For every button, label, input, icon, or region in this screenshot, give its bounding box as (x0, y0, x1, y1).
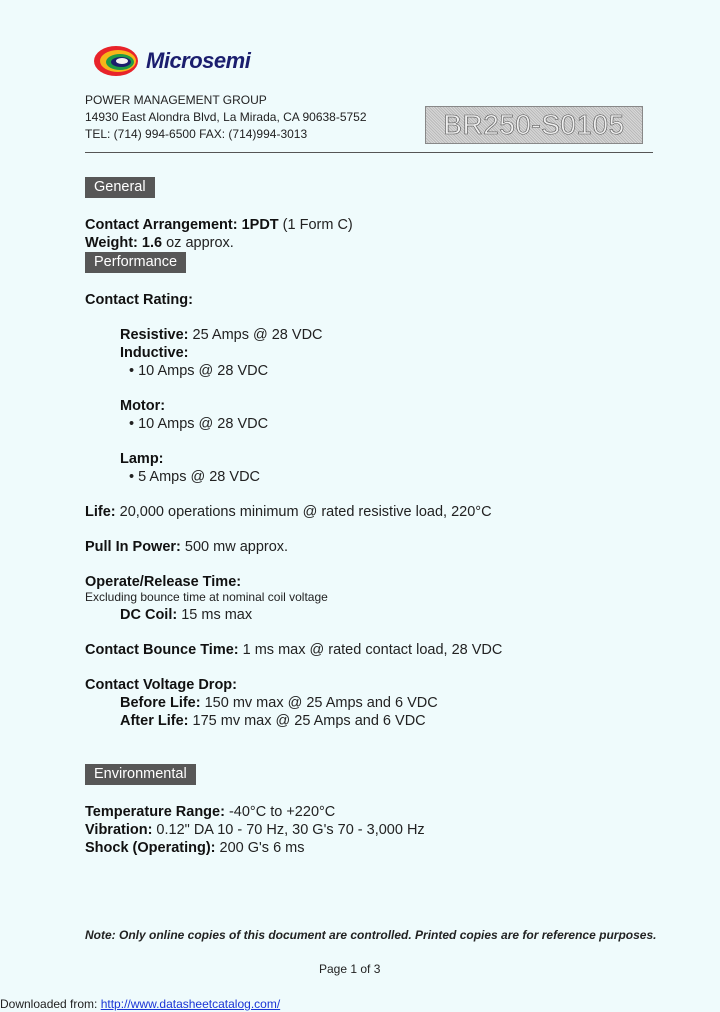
lamp-label: Lamp: (120, 451, 164, 467)
contact-voltage-drop-label: Contact Voltage Drop: (85, 677, 237, 693)
control-note: Note: Only online copies of this document are controlled. Printed copies are for reference purposes. (85, 928, 657, 942)
header-divider (85, 152, 653, 153)
logo-swirl-icon (90, 40, 146, 80)
lamp-value: • 5 Amps @ 28 VDC (129, 469, 261, 485)
section-environmental: Environmental (85, 764, 196, 785)
life-spec: Life: 20,000 operations minimum @ rated resistive load, 220°C (85, 504, 492, 520)
operate-release-label: Operate/Release Time: (85, 574, 242, 590)
part-number-box (425, 106, 643, 144)
resistive-rating: Resistive: 25 Amps @ 28 VDC (120, 327, 323, 343)
page-number: Page 1 of 3 (319, 962, 381, 976)
company-street: 14930 East Alondra Blvd, La Mirada, CA 90638-5752 (85, 110, 367, 124)
microsemi-logo (90, 40, 262, 80)
after-life: After Life: 175 mv max @ 25 Amps and 6 VDC (120, 713, 426, 729)
dc-coil: DC Coil: 15 ms max (120, 607, 253, 623)
section-performance: Performance (85, 252, 186, 273)
vibration: Vibration: 0.12" DA 10 - 70 Hz, 30 G's 70 - 3,000 Hz (85, 822, 425, 838)
company-address (85, 92, 367, 143)
download-source: Downloaded from: http://www.datasheetcatalog.com/ (0, 997, 281, 1011)
part-number: BR250-S0105 (443, 109, 625, 140)
weight: Weight: 1.6 oz approx. (85, 235, 234, 251)
company-phone: TEL: (714) 994-6500 FAX: (714)994-3013 (85, 127, 308, 141)
download-link[interactable]: http://www.datasheetcatalog.com/ (100, 997, 281, 1011)
motor-value: • 10 Amps @ 28 VDC (129, 416, 269, 432)
before-life: Before Life: 150 mv max @ 25 Amps and 6 VDC (120, 695, 438, 711)
operate-release-note: Excluding bounce time at nominal coil voltage (85, 590, 328, 604)
inductive-value: • 10 Amps @ 28 VDC (129, 363, 269, 379)
contact-bounce-time: Contact Bounce Time: 1 ms max @ rated contact load, 28 VDC (85, 642, 503, 658)
logo-wordmark: Microsemi (146, 48, 251, 73)
motor-label: Motor: (120, 398, 166, 414)
contact-rating-label: Contact Rating: (85, 292, 193, 308)
shock: Shock (Operating): 200 G's 6 ms (85, 840, 305, 856)
section-general: General (85, 177, 155, 198)
contact-arrangement: Contact Arrangement: 1PDT (1 Form C) (85, 217, 353, 233)
inductive-label: Inductive: (120, 345, 189, 361)
temperature-range: Temperature Range: -40°C to +220°C (85, 804, 336, 820)
company-name: POWER MANAGEMENT GROUP (85, 93, 267, 107)
pull-in-power: Pull In Power: 500 mw approx. (85, 539, 289, 555)
